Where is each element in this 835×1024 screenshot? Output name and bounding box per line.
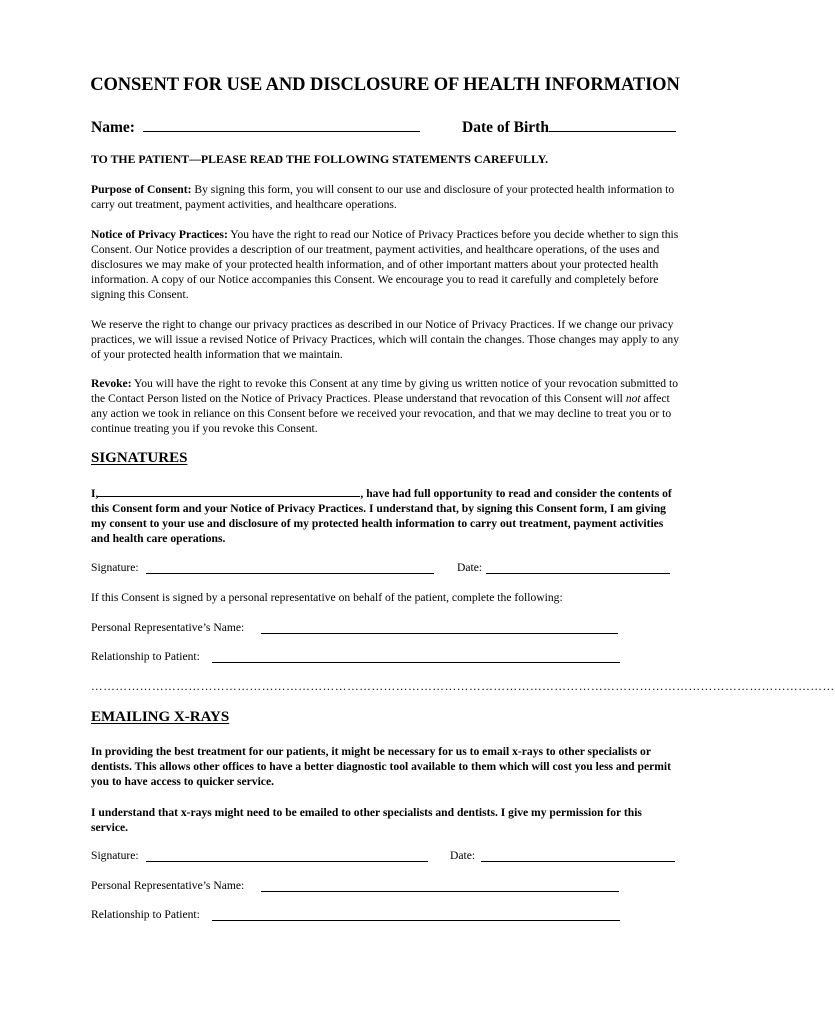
rep-instruction-text: If this Consent is signed by a personal representative on behalf of the patient, complete the following: <box>91 591 563 604</box>
name-blank-line[interactable] <box>143 117 420 132</box>
relationship-label: Relationship to Patient: <box>91 650 200 663</box>
notice-text: You have the right to read our Notice of Privacy Practices before you decide whether to sign this Consent. Our Notice provides a description of our treatment, payment activities, and healthcare operations, of the uses and disclosures we may make of your protected health information, and of other important matters about your protected health information. A copy of our Notice accompanies this Consent. We encourage you to read it carefully and completely before signing this Consent. <box>91 228 679 301</box>
email-rep-name-label: Personal Representative’s Name: <box>91 879 245 892</box>
dob-label: Date of Birth <box>462 119 549 136</box>
dob-field[interactable] <box>462 117 676 137</box>
patient-instruction: TO THE PATIENT—PLEASE READ THE FOLLOWING STATEMENTS CAREFULLY. <box>91 152 549 166</box>
rep-name-field[interactable] <box>261 633 618 634</box>
statement-text: , have had full opportunity to read and consider the contents of this Consent form and your Notice of Privacy Practices. I understand that, by signing this Consent form, I am giving my consent to your use and disclosure of my protected health information to carry out treatment, payment activities and health care operations. <box>91 487 672 545</box>
name-field[interactable] <box>91 117 420 137</box>
email-rep-name-row <box>91 879 681 895</box>
signature-field[interactable] <box>146 573 434 574</box>
consent-statement <box>91 485 681 546</box>
emailing-paragraph: In providing the best treatment for our patients, it might be necessary for us to email x-rays to other specialists or dentists. This allows other offices to have a better diagnostic tool available to them which will cost you less and permit you to have access to quicker service. <box>91 745 671 788</box>
purpose-paragraph <box>91 182 681 212</box>
purpose-text: By signing this form, you will consent to our use and disclosure of your protected health information to carry out treatment, payment activities, and healthcare operations. <box>91 183 675 211</box>
email-signature-label: Signature: <box>91 849 139 862</box>
reserve-paragraph: We reserve the right to change our privacy practices as described in our Notice of Privacy Practices. If we change our privacy practices, we will issue a revised Notice of Privacy Practices, which will contain the changes. Those changes may apply to any of your protected health information that we maintain. <box>91 318 679 361</box>
email-relationship-row <box>91 908 681 924</box>
purpose-heading: Purpose of Consent: <box>91 183 192 196</box>
date-label: Date: <box>457 561 483 574</box>
rep-name-label: Personal Representative’s Name: <box>91 621 245 634</box>
document-title: CONSENT FOR USE AND DISCLOSURE OF HEALTH INFORMATION <box>90 75 680 95</box>
statement-prefix: I, <box>91 487 99 500</box>
email-signature-date-row <box>91 849 681 865</box>
revoke-paragraph <box>91 376 681 436</box>
name-label: Name: <box>91 119 135 136</box>
email-date-label: Date: <box>450 849 476 862</box>
relationship-field[interactable] <box>212 662 620 663</box>
relationship-row <box>91 650 681 666</box>
section-separator: ………………………………………………………………………………………………………………………………………………………………… <box>91 680 835 693</box>
signature-date-row <box>91 561 681 577</box>
revoke-text-a: You will have the right to revoke this Consent at any time by giving us written notice of your revocation submitted to the Contact Person listed on the Notice of Privacy Practices. Please understand that revocation of this Consent will <box>91 377 679 405</box>
revoke-emphasis: not <box>625 392 641 405</box>
notice-heading: Notice of Privacy Practices: <box>91 228 228 241</box>
rep-instruction <box>91 591 681 607</box>
revoke-heading: Revoke: <box>91 377 132 390</box>
revoke-text-b: affect any action we took in reliance on this Consent before we received your revocation, and that we may decline to treat you or to continue treating you if you revoke this Consent. <box>91 392 672 435</box>
date-field[interactable] <box>486 573 670 574</box>
email-date-field[interactable] <box>481 861 675 862</box>
email-relationship-label: Relationship to Patient: <box>91 908 200 921</box>
signatures-heading: SIGNATURES <box>91 450 188 466</box>
patient-name-blank-line[interactable] <box>98 485 360 497</box>
emailing-permission: I understand that x-rays might need to be emailed to other specialists and dentists. I give my permission for this service. <box>91 806 642 834</box>
email-signature-field[interactable] <box>146 861 428 862</box>
dob-blank-line[interactable] <box>549 117 676 132</box>
rep-name-row <box>91 621 681 637</box>
patient-info-row <box>91 117 681 137</box>
emailing-heading: EMAILING X-RAYS <box>91 709 230 725</box>
notice-paragraph <box>91 227 681 302</box>
email-rep-name-field[interactable] <box>261 891 619 892</box>
email-relationship-field[interactable] <box>212 920 620 921</box>
signature-label: Signature: <box>91 561 139 574</box>
